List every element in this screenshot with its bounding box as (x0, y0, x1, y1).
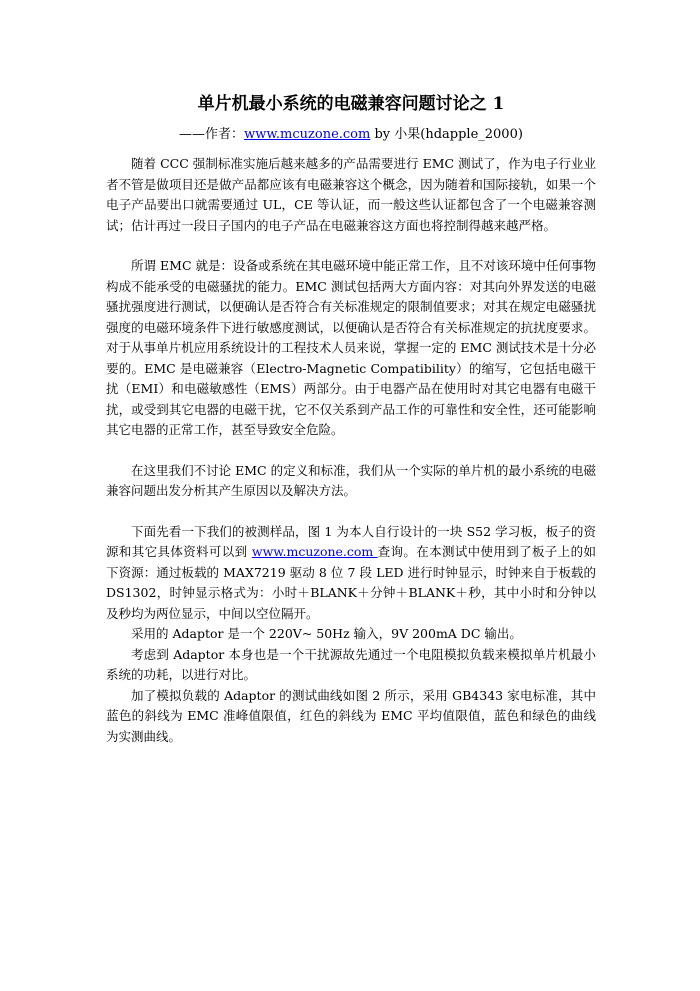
byline-prefix: ——作者： (179, 127, 245, 142)
author-byline (106, 124, 596, 146)
paragraph-adaptor: 采用的 Adaptor 是一个 220V~ 50Hz 输入，9V 200mA DC 输出。 (131, 626, 522, 641)
mcuzone-link[interactable]: www.mcuzone.com (251, 544, 378, 559)
paragraph-gap (106, 502, 596, 522)
page-title: 单片机最小系统的电磁兼容问题讨论之 1 (197, 94, 505, 114)
sample-text-b: 查询。在本测试中使用到了板子上的如下资源：通过板载的 MAX7219 驱动 8 位 7 段 LED 进行时钟显示，时钟来自于板载的 DS1302，时钟显示格式为：小时＋BLANK＋分钟＋BLANK＋秒，其中小时和分钟以及秒均为两位显示，中间以空位隔开。 (106, 544, 596, 621)
paragraph-gap (106, 441, 596, 461)
document-page (106, 90, 596, 747)
paragraph-test-curve: 加了模拟负载的 Adaptor 的测试曲线如图 2 所示，采用 GB4343 家电标准，其中蓝色的斜线为 EMC 准峰值限值，红色的斜线为 EMC 平均值限值，蓝色和绿色的曲线为实测曲线。 (106, 687, 596, 744)
author-website-link[interactable]: www.mcuzone.com (244, 127, 371, 142)
paragraph-emc-definition: 所谓 EMC 就是：设备或系统在其电磁环境中能正常工作，且不对该环境中任何事物构成不能承受的电磁骚扰的能力。EMC 测试包括两大方面内容：对其向外界发送的电磁骚扰强度进行测试，以便确认是否符合有关标准规定的限制值要求；对其在规定电磁骚扰强度的电磁环境条件下进行敏感度测试，以便确认是否符合有关标准规定的抗扰度要求。对于从事单片机应用系统设计的工程技术人员来说，掌握一定的 EMC 测试技术是十分必要的。EMC 是电磁兼容（Electro-Magnetic Compatibility）的缩写，它包括电磁干扰（EMI）和电磁敏感性（EMS）两部分。由于电器产品在使用时对其它电器有电磁干扰，或受到其它电器的电磁干扰，它不仅关系到产品工作的可靠性和安全性，还可能影响其它电器的正常工作，甚至导致安全危险。 (106, 258, 596, 437)
sample-text-a: 下面先看一下我们的被测样品，图 1 为本人自行设计的一块 S52 学习板，板子的资源和其它具体资料可以到 (106, 523, 596, 559)
paragraph-simulated-load: 考虑到 Adaptor 本身也是一个干扰源故先通过一个电阻模拟负载来模拟单片机最小系统的功耗，以进行对比。 (106, 646, 596, 682)
paragraph-ccc-intro: 随着 CCC 强制标准实施后越来越多的产品需要进行 EMC 测试了，作为电子行业业者不管是做项目还是做产品都应该有电磁兼容这个概念，因为随着和国际接轨，如果一个电子产品要出口就需要通过 UL，CE 等认证，而一般这些认证都包含了一个电磁兼容测试；估计再过一段日子国内的电子产品在电磁兼容这方面也将控制得越来越严格。 (106, 156, 596, 233)
paragraph-gap (106, 236, 596, 256)
paragraph-scope: 在这里我们不讨论 EMC 的定义和标准，我们从一个实际的单片机的最小系统的电磁兼容问题出发分析其产生原因以及解决方法。 (106, 462, 596, 498)
byline-suffix: by 小果(hdapple_2000) (370, 127, 523, 142)
paragraph-test-sample (106, 522, 596, 625)
